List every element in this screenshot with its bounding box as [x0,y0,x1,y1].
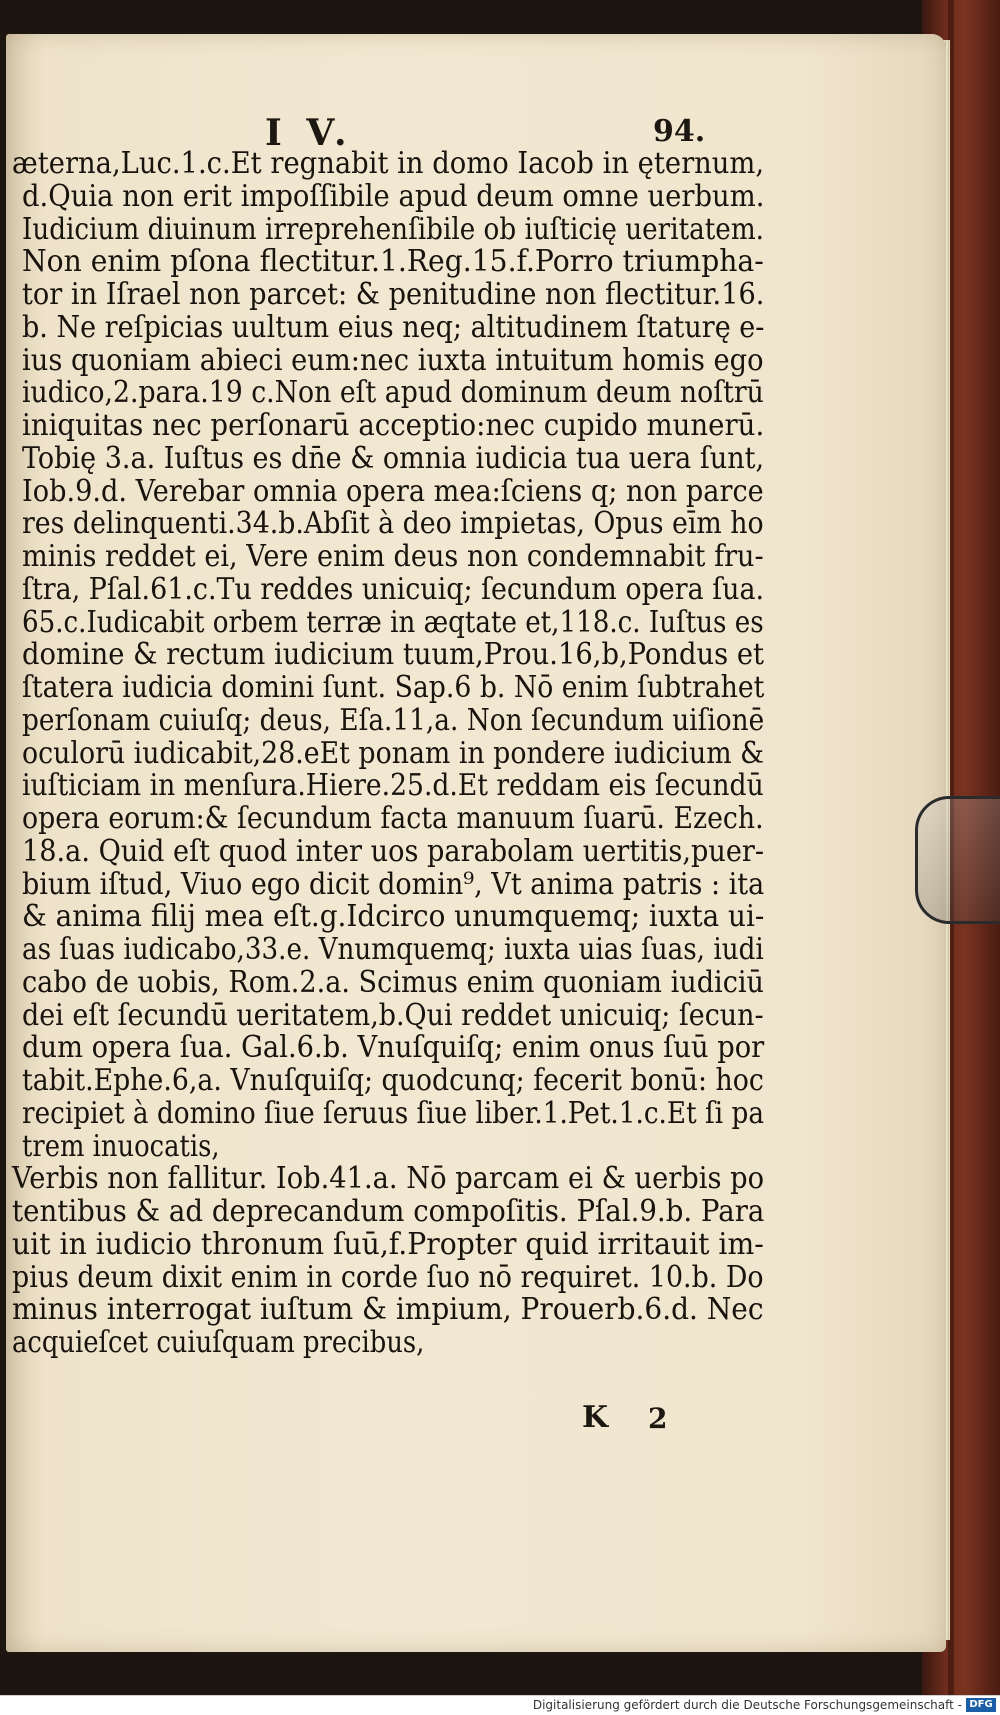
text-line: trem inuocatis, [22,1128,220,1164]
text-line: tentibus & ad deprecandum compoſitis. Pſal.9.b. Para [12,1194,765,1229]
book-clasp-image [915,796,1000,924]
section-heading: I V. [265,112,353,154]
text-line: minus interrogat iuſtum & impium, Prouerb.6.d. Nec [12,1292,764,1328]
text-line: bium iſtud, Viuo ego dicit domin⁹, Vt anima patris : ita [22,866,765,902]
text-line: & anima filij mea eſt.g.Idcirco unumquemq; iuxta ui- [22,899,765,935]
text-line: iniquitas nec perſonarū acceptio:nec cupido munerū. [22,408,765,443]
text-line: Iudicium diuinum irreprehenſibile ob iuſticię ueritatem. [22,211,765,247]
text-line: Non enim pſona flectitur.1.Reg.15.f.Porro triumpha- [22,244,764,280]
text-line: acquieſcet cuiuſquam precibus, [12,1325,425,1360]
text-line: Verbis non fallitur. Iob.41.a. Nō parcam ei & uerbis po [12,1161,765,1197]
dfg-logo: DFG [966,1698,996,1712]
funding-credit: Digitalisierung gefördert durch die Deutsche Forschungsgemeinschaft - [532,1698,962,1712]
text-line: tor in Iſrael non parcet: & penitudine non flectitur.16. [22,277,765,312]
text-line: minis reddet ei, Vere enim deus non condemnabit fru- [22,539,764,574]
text-line: iuſticiam in menſura.Hiere.25.d.Et reddam eis ſecundū [22,768,764,804]
text-line: oculorū iudicabit,28.eEt ponam in pondere iudicium & [22,735,764,771]
text-line: ſtra, Pſal.61.c.Tu reddes unicuiq; ſecundum opera ſua. [22,571,765,607]
text-line: dum opera ſua. Gal.6.b. Vnuſquiſq; enim onus ſuū por [22,1030,765,1066]
text-line: b. Ne reſpicias uultum eius neq; altitudinem ſtaturę e- [22,309,765,345]
text-line: domine & rectum iudicium tuum,Prou.16,b,Pondus et [22,637,765,673]
text-line: iudico,2.para.19 c.Non eſt apud dominum deum noſtrū [22,375,764,411]
signature-number: 2 [648,1402,668,1435]
text-line: 18.a. Quid eſt quod inter uos parabolam uertitis,puer- [22,833,765,869]
text-line: Tobię 3.a. Iuſtus es dn̄e & omnia iudicia tua uera ſunt, [22,440,765,476]
text-line: opera eorum:& ſecundum facta manuum ſuarū. Ezech. [22,801,764,836]
text-line: tabit.Ephe.6,a. Vnuſquiſq; quodcunq; fecerit bonū: hoc [22,1063,764,1098]
text-line: dei eſt ſecundū ueritatem,b.Qui reddet unicuiq; ſecun- [22,997,764,1033]
text-line: uit in iudicio thronum ſuū,f.Propter quid irritauit im- [12,1226,764,1262]
text-line: pius deum dixit enim in corde ſuo nō requiret. 10.b. Do [12,1259,764,1295]
text-line: recipiet à domino ſiue ſeruus ſiue liber.1.Pet.1.c.Et ſi pa [22,1095,764,1131]
text-line: d.Quia non erit impoſſibile apud deum omne uerbum. [22,178,765,214]
text-line: as ſuas iudicabo,33.e. Vnumquemq; iuxta uias ſuas, iudi [22,932,764,967]
text-line: ius quoniam abieci eum:nec iuxta intuitum homis ego [22,342,764,378]
text-line: Iob.9.d. Verebar omnia opera mea:ſciens q; non parce [22,473,764,509]
text-line: res delinquenti.34.b.Abſit à deo impietas, Opus eīm ho [22,506,764,542]
text-line: ſtatera iudicia domini ſunt. Sap.6 b. Nō enim ſubtrahet [22,670,765,705]
signature-letter: K [582,1400,609,1435]
folio-number: 94. [653,114,706,149]
signature-mark [0,1400,1000,1440]
footer-bar [0,1695,1000,1715]
text-line: 65.c.Iudicabit orbem terræ in æqtate et,118.c. Iuſtus es [22,604,764,640]
text-line: perſonam cuiuſq; deus, Eſa.11,a. Non ſecundum uiſionē [22,702,765,738]
main-text-block [12,148,772,1360]
text-line: æterna,Luc.1.c.Et regnabit in domo Iacob in ęternum, [12,146,765,181]
text-line: cabo de uobis, Rom.2.a. Scimus enim quoniam iudiciū [22,964,764,1000]
